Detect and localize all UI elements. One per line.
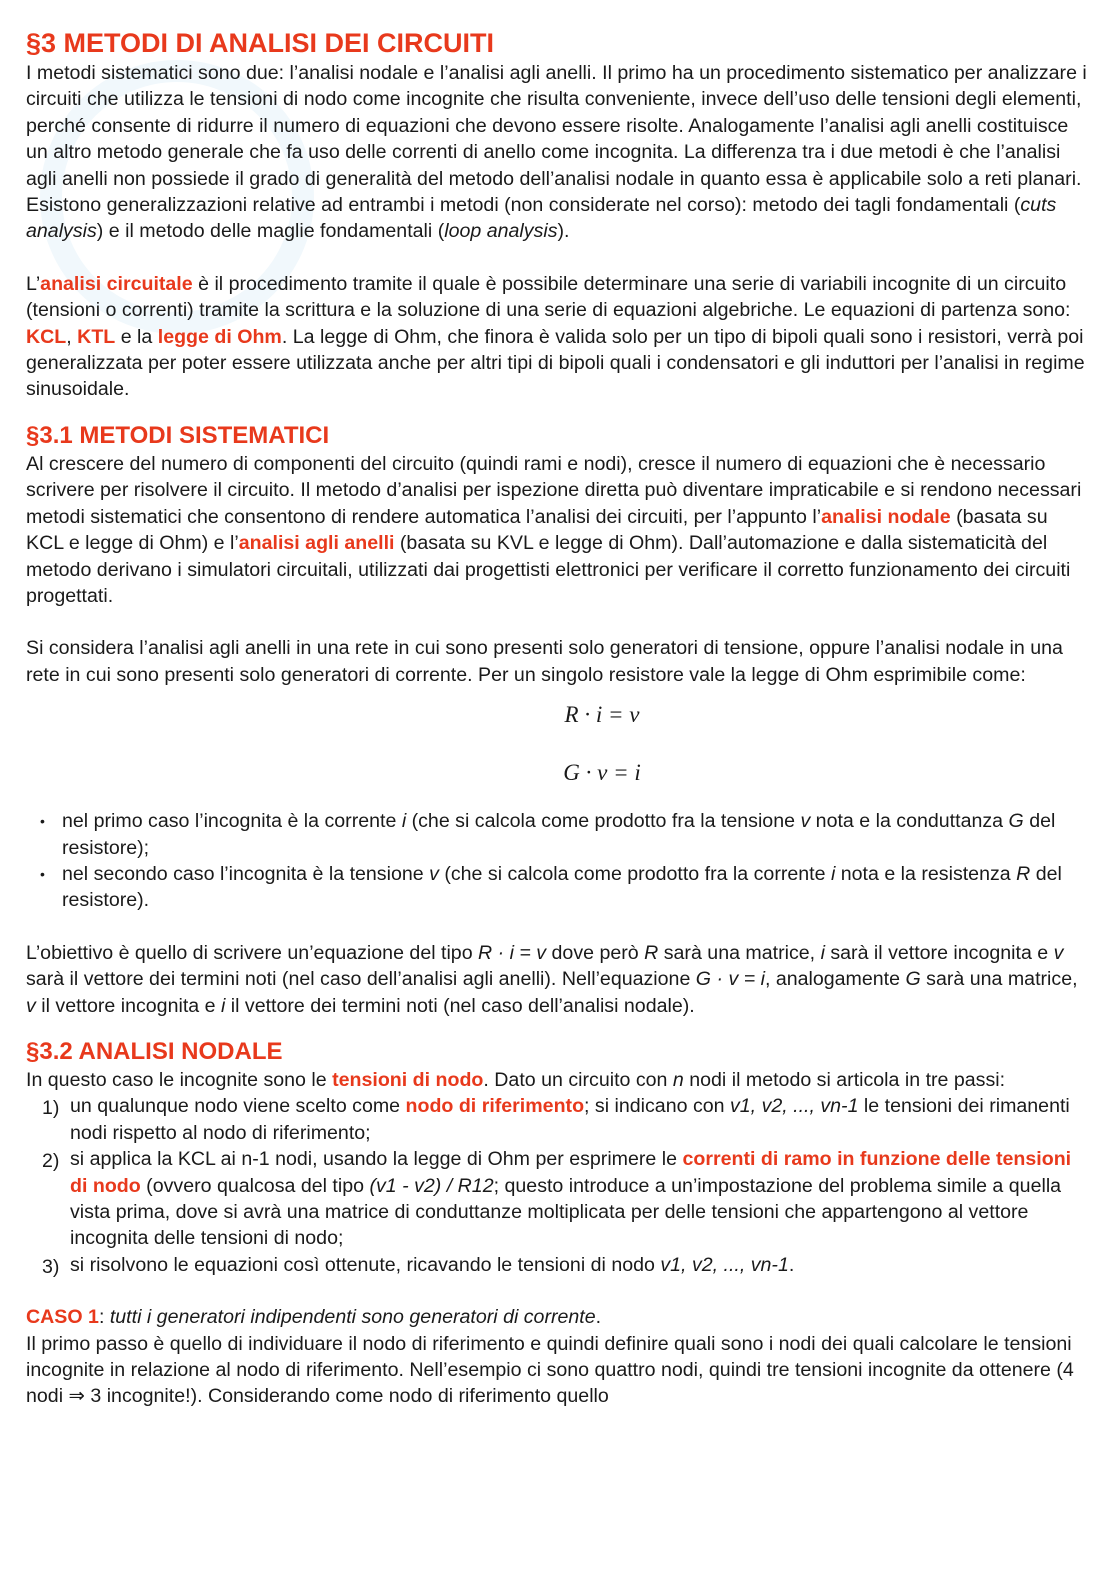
text: (ovvero qualcosa del tipo bbox=[140, 1174, 370, 1197]
highlight-term: KTL bbox=[77, 325, 116, 348]
formula-ohm-conductance: G · v = i bbox=[563, 760, 641, 786]
variable: v bbox=[26, 994, 36, 1017]
text: del resistore); bbox=[62, 810, 1056, 859]
italic-term: cuts analysis bbox=[26, 194, 1057, 243]
case-label: CASO 1 bbox=[26, 1306, 99, 1329]
text: nota e la resistenza bbox=[835, 862, 1017, 885]
text: ; si indicano con bbox=[584, 1095, 730, 1118]
variable: i bbox=[401, 810, 407, 833]
text: del resistore). bbox=[62, 862, 1062, 912]
case-paragraph: Il primo passo è quello di individuare il nodo di riferimento e quindi definire quali sono i nodi dei quali calcolare le tensioni incognite in relazione al nodo di riferimento. Nell’esempio ci sono quattro nodi, quindi tre tensioni incognite da ottenere (4 nodi ⇒ 3 incognite!). Considerando come nodo di riferimento quello bbox=[26, 1332, 1074, 1408]
text: , bbox=[66, 325, 78, 348]
text: L’ bbox=[26, 272, 41, 295]
step-item bbox=[26, 1146, 1088, 1252]
systematic-paragraph bbox=[26, 451, 1088, 609]
text: le tensioni dei rimanenti nodi rispetto al nodo di riferimento; bbox=[70, 1095, 1070, 1144]
variable: n bbox=[672, 1068, 684, 1091]
equation: G · v = i bbox=[695, 968, 765, 991]
list-item bbox=[26, 808, 1088, 861]
section-title: §3 METODI DI ANALISI DEI CIRCUITI bbox=[26, 28, 495, 58]
highlight-term: legge di Ohm bbox=[157, 325, 282, 348]
step-item bbox=[26, 1252, 1088, 1278]
step-number: 1) bbox=[42, 1097, 60, 1120]
variable: G bbox=[905, 968, 921, 991]
highlight-term: analisi nodale bbox=[821, 505, 951, 528]
text: un qualunque nodo viene scelto come bbox=[70, 1095, 406, 1118]
text: è il procedimento tramite il quale è possibile determinare una serie di variabili incognite di un circuito (tensioni o correnti) tramite la scrittura e la soluzione di una serie di equazioni algebriche. Le equazioni di partenza sono: bbox=[26, 272, 1071, 322]
variable: R bbox=[644, 941, 659, 964]
text: ). bbox=[557, 220, 570, 243]
steps-list bbox=[26, 1093, 1088, 1278]
step-item bbox=[26, 1093, 1088, 1146]
variable: v bbox=[1053, 941, 1064, 964]
text: (che si calcola come prodotto fra la corrente bbox=[438, 862, 831, 885]
text: sarà una matrice, bbox=[920, 968, 1078, 991]
nodal-intro-paragraph bbox=[26, 1067, 1088, 1093]
highlight-term: nodo di riferimento bbox=[405, 1095, 585, 1118]
branch-current-expression: (v1 - v2) / R12 bbox=[369, 1174, 494, 1197]
text: . Dato un circuito con bbox=[483, 1068, 673, 1091]
text: dove però bbox=[546, 941, 645, 964]
text: ) e il metodo delle maglie fondamentali ( bbox=[96, 220, 445, 243]
analysis-paragraph bbox=[26, 271, 1088, 403]
intro-paragraph bbox=[26, 60, 1088, 245]
text: (basata su KVL e legge di Ohm). Dall’automazione e dalla sistematicità del metodo derivano i simulatori circuitali, utilizzati dai progettisti elettronici per verificare il corretto funzionamento dei circuiti progettati. bbox=[26, 532, 1071, 607]
highlight-term: analisi agli anelli bbox=[238, 532, 395, 555]
list-item bbox=[26, 861, 1088, 914]
variable: v bbox=[800, 810, 811, 833]
text: si risolvono le equazioni così ottenute, ricavando le tensioni di nodo bbox=[70, 1253, 661, 1276]
text: : bbox=[98, 1306, 110, 1329]
subsection-title-3-1: §3.1 METODI SISTEMATICI bbox=[26, 421, 330, 449]
text: (basata su KCL e legge di Ohm) e l’ bbox=[26, 505, 1048, 555]
case-line bbox=[26, 1304, 1088, 1330]
highlight-term: KCL bbox=[26, 325, 67, 348]
italic-term: loop analysis bbox=[444, 220, 558, 243]
highlight-term: analisi circuitale bbox=[40, 272, 193, 295]
text: L’obiettivo è quello di scrivere un’equazione del tipo bbox=[26, 941, 479, 964]
text: . La legge di Ohm, che finora è valida solo per un tipo di bipoli quali sono i resistori, verrà poi generalizzata per poter essere utilizzata anche per altri tipi di bipoli quali i condensatori e gli induttori per l’analisi in regime sinusoidale. bbox=[26, 325, 1085, 401]
text: nel secondo caso l’incognita è la tensione bbox=[62, 862, 430, 885]
document-page bbox=[26, 26, 1088, 1410]
text: si applica la KCL ai n-1 nodi, usando la legge di Ohm per esprimere le bbox=[70, 1148, 683, 1171]
variable: i bbox=[830, 862, 836, 885]
variable: G bbox=[1008, 810, 1024, 833]
node-voltages: v1, v2, ..., vn-1 bbox=[660, 1253, 789, 1276]
text: nel primo caso l’incognita è la corrente bbox=[62, 810, 402, 833]
variable: i bbox=[820, 941, 825, 964]
step-number: 2) bbox=[42, 1150, 60, 1173]
text: nota e la conduttanza bbox=[810, 810, 1009, 833]
text: sarà una matrice, bbox=[658, 941, 821, 964]
variable: i bbox=[220, 994, 226, 1017]
subsection-title-3-2: §3.2 ANALISI NODALE bbox=[26, 1037, 283, 1065]
text: , analogamente bbox=[764, 968, 906, 991]
formula-ohm-resistance: R · i = v bbox=[564, 702, 640, 728]
step-number: 3) bbox=[42, 1255, 60, 1278]
text: il vettore dei termini noti (nel caso dell’analisi nodale). bbox=[225, 994, 695, 1017]
text: Al crescere del numero di componenti del circuito (quindi rami e nodi), cresce il numero di equazioni che è necessario scrivere per risolvere il circuito. Il metodo d’analisi per ispezione diretta può diventare impraticabile e si rendono necessari metodi sistematici che consentono di rendere automatica l’analisi dei circuiti, per l’appunto l’ bbox=[26, 452, 1082, 528]
text: . bbox=[788, 1253, 795, 1276]
text: I metodi sistematici sono due: l’analisi nodale e l’analisi agli anelli. Il primo ha un procedimento sistematico per analizzare i circuiti che utilizza le tensioni di nodo come incognite che risulta conveniente, invece dell’uso delle tensioni degli elementi, perché consente di ridurre il numero di equazioni che devono essere risolte. Analogamente l’analisi agli anelli costituisce un altro metodo generale che fa uso delle correnti di anello come incognita. La differenza tra i due metodi è che l’analisi agli anelli non possiede il grado di generalità del metodo dell’analisi nodale in quanto essa è applicabile solo a reti planari. Esistono generalizzazioni relative ad entrambi i metodi (non considerate nel corso): metodo dei tagli fondamentali ( bbox=[26, 62, 1087, 217]
objective-paragraph bbox=[26, 940, 1088, 1019]
equation: R · i = v bbox=[478, 941, 547, 964]
text: . bbox=[595, 1306, 602, 1329]
node-voltages: v1, v2, ..., vn-1 bbox=[729, 1095, 859, 1118]
text: (che si calcola come prodotto fra la tensione bbox=[406, 810, 801, 833]
variable: v bbox=[429, 862, 439, 885]
case-description: tutti i generatori indipendenti sono generatori di corrente bbox=[109, 1306, 596, 1329]
bullet-list bbox=[26, 808, 1088, 914]
variable: R bbox=[1016, 862, 1031, 885]
text: In questo caso le incognite sono le bbox=[26, 1068, 333, 1091]
text: sarà il vettore incognita e bbox=[824, 941, 1054, 964]
highlight-term: tensioni di nodo bbox=[332, 1068, 484, 1091]
text: e la bbox=[115, 325, 158, 348]
text: sarà il vettore dei termini noti (nel caso dell’analisi agli anelli). Nell’equazione bbox=[26, 968, 696, 991]
text: nodi il metodo si articola in tre passi: bbox=[683, 1068, 1006, 1091]
text: il vettore incognita e bbox=[35, 994, 221, 1017]
highlight-term: correnti di ramo in funzione delle tensioni di nodo bbox=[70, 1148, 1072, 1197]
ohm-intro-paragraph: Si considera l’analisi agli anelli in una rete in cui sono presenti solo generatori di tensione, oppure l’analisi nodale in una rete in cui sono presenti solo generatori di corrente. Per un singolo resistore vale la legge di Ohm esprimibile come: bbox=[26, 637, 1063, 686]
text: ; questo introduce a un’impostazione del problema simile a quella vista prima, dove si avrà una matrice di conduttanze moltiplicata per delle tensioni che appartengono al vettore incognita delle tensioni di nodo; bbox=[70, 1174, 1062, 1250]
